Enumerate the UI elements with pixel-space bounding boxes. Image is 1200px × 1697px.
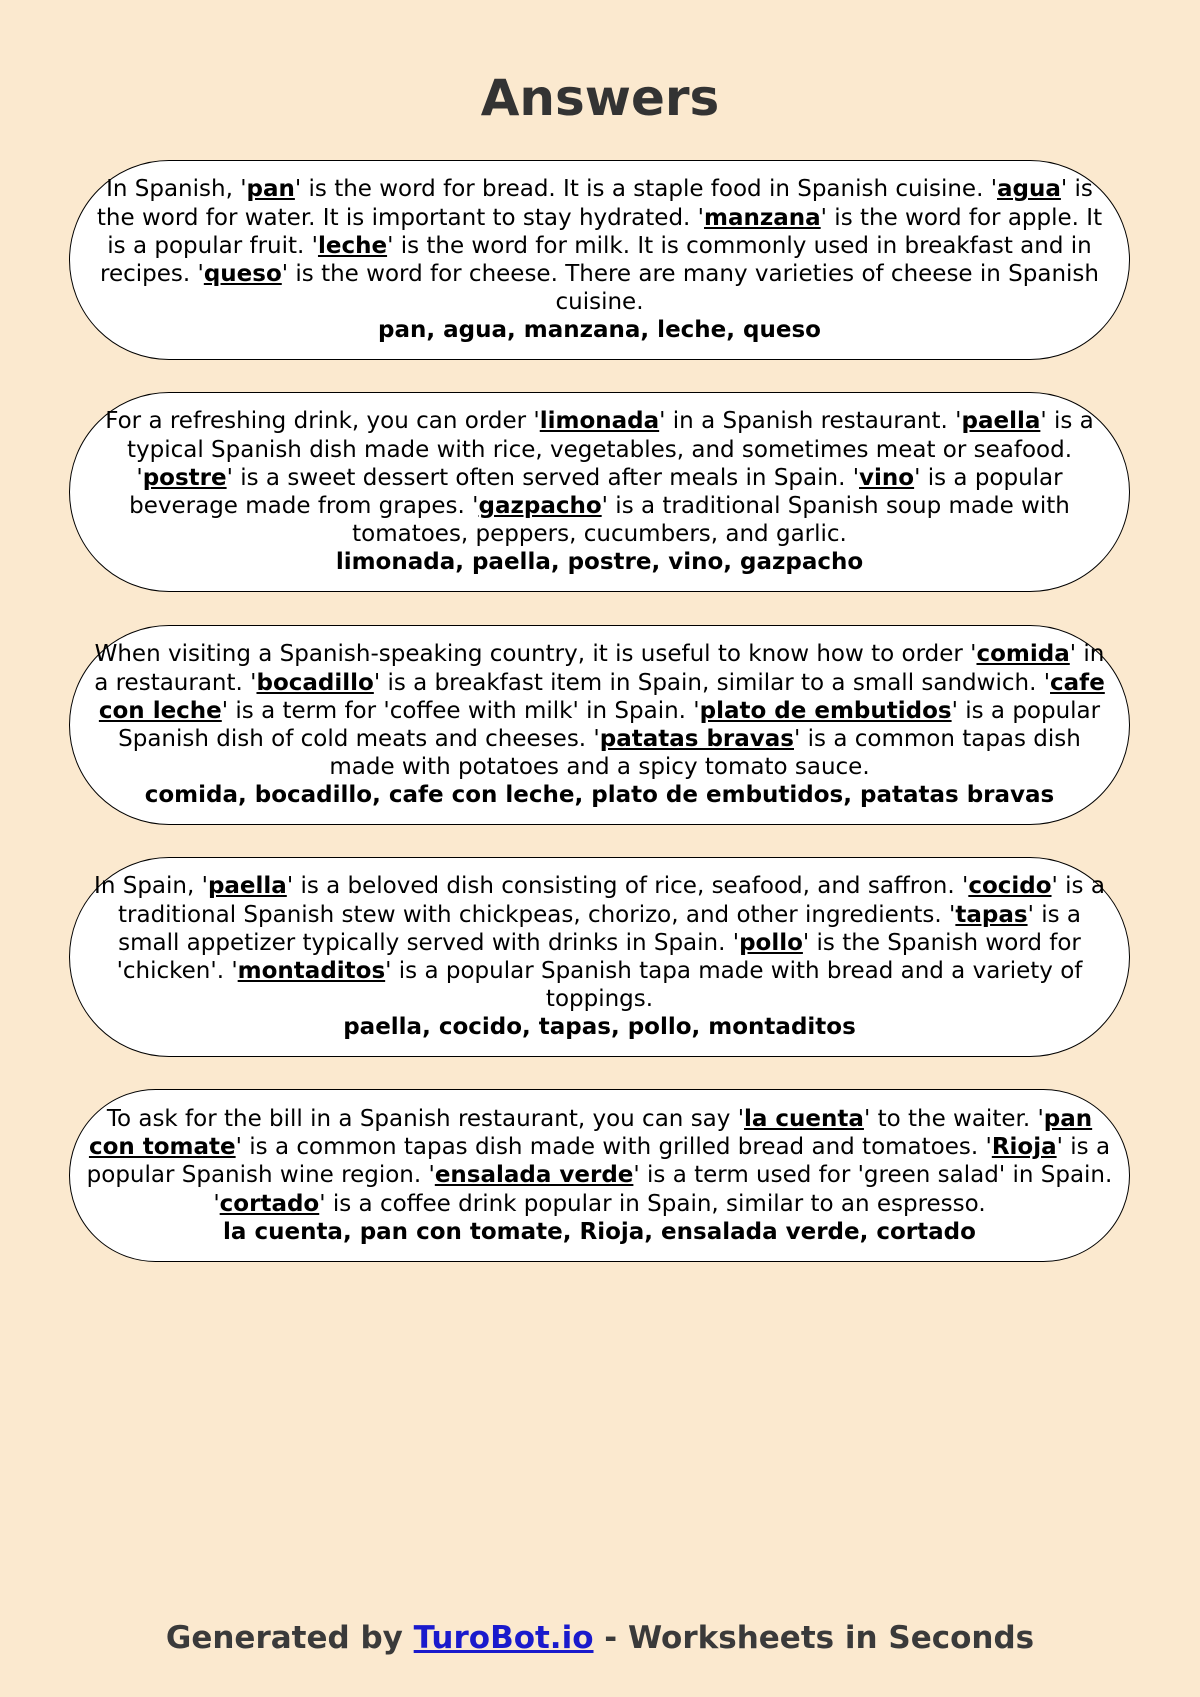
answer-key: comida, bocadillo, cafe con leche, plato de embutidos, patatas bravas bbox=[144, 782, 1055, 809]
answer-card bbox=[69, 1089, 1130, 1262]
passage-fragment: To ask for the bill in a Spanish restaurant, you can say ' bbox=[106, 1105, 745, 1132]
passage-fragment: ' is a beloved dish consisting of rice, seafood, and saffron. ' bbox=[286, 873, 969, 900]
answer-card bbox=[69, 160, 1130, 360]
vocab-word: pan con tomate bbox=[88, 1105, 1093, 1161]
vocab-word: comida bbox=[976, 641, 1070, 668]
vocab-word: cocido bbox=[968, 873, 1052, 900]
passage-fragment: ' is a common tapas dish made with grilled bread and tomatoes. ' bbox=[235, 1134, 992, 1161]
passage-fragment: ' is a popular Spanish wine region. ' bbox=[86, 1134, 1111, 1189]
vocab-word: cortado bbox=[219, 1190, 320, 1217]
passage-fragment: ' is the word for bread. It is a staple food in Spanish cuisine. ' bbox=[294, 176, 998, 203]
vocab-word: la cuenta bbox=[744, 1105, 864, 1132]
passage-text bbox=[86, 872, 1113, 1013]
passage-fragment: ' is a term used for 'green salad' in Spain. ' bbox=[213, 1162, 1113, 1217]
vocab-word: paella bbox=[207, 873, 287, 900]
footer bbox=[0, 1618, 1200, 1658]
passage-fragment: ' is a popular Spanish dish of cold meats and cheeses. ' bbox=[118, 697, 1101, 752]
page-title: Answers bbox=[480, 69, 720, 127]
vocab-word: plato de embutidos bbox=[699, 697, 952, 724]
passage-fragment: When visiting a Spanish-speaking country, it is useful to know how to order ' bbox=[94, 641, 977, 668]
vocab-word: queso bbox=[203, 261, 282, 287]
passage-fragment: ' is a traditional Spanish stew with chickpeas, chorizo, and other ingredients. ' bbox=[118, 873, 1105, 928]
vocab-word: cafe con leche bbox=[98, 669, 1105, 724]
answer-key: pan, agua, manzana, leche, queso bbox=[378, 317, 821, 344]
passage-fragment: ' is the word for milk. It is commonly used in breakfast and in recipes. ' bbox=[100, 232, 1092, 287]
passage-fragment: ' is a sweet dessert often served after meals in Spain. ' bbox=[226, 464, 860, 491]
passage-fragment: ' is the word for water. It is important to stay hydrated. ' bbox=[96, 176, 1093, 231]
vocab-word: ensalada verde bbox=[434, 1162, 634, 1189]
vocab-word: pan bbox=[246, 176, 295, 203]
passage-fragment: ' is a coffee drink popular in Spain, similar to an espresso. bbox=[319, 1190, 986, 1217]
passage-fragment: ' is a traditional Spanish soup made with tomatoes, peppers, cucumbers, and garlic. bbox=[352, 493, 1070, 548]
vocab-word: agua bbox=[997, 176, 1061, 203]
vocab-word: postre bbox=[142, 464, 227, 491]
passage-fragment: ' is a small appetizer typically served with drinks in Spain. ' bbox=[118, 901, 1081, 956]
passage-fragment: ' is a term for 'coffee with milk' in Spain. ' bbox=[221, 697, 700, 724]
vocab-word: patatas bravas bbox=[599, 726, 794, 752]
answer-key: la cuenta, pan con tomate, Rioja, ensalada verde, cortado bbox=[223, 1218, 976, 1245]
passage-fragment: In Spain, ' bbox=[94, 873, 208, 900]
passage-fragment: ' is a breakfast item in Spain, similar to a small sandwich. ' bbox=[373, 669, 1051, 696]
vocab-word: leche bbox=[317, 232, 388, 259]
vocab-word: limonada bbox=[539, 408, 660, 435]
passage-fragment: ' is a common tapas dish made with potatoes and a spicy tomato sauce. bbox=[329, 726, 1081, 781]
passage-fragment: For a refreshing drink, you can order ' bbox=[105, 408, 540, 435]
vocab-word: tapas bbox=[955, 901, 1028, 928]
vocab-word: paella bbox=[961, 408, 1041, 435]
vocab-word: montaditos bbox=[237, 958, 386, 984]
passage-fragment: ' is the word for cheese. There are many varieties of cheese in Spanish cuisine. bbox=[281, 261, 1099, 316]
vocab-word: manzana bbox=[704, 204, 821, 231]
passage-fragment: ' is a typical Spanish dish made with rice, vegetables, and sometimes meat or seafood. ' bbox=[127, 408, 1094, 491]
answer-card bbox=[69, 625, 1130, 825]
passage-fragment: ' is a popular beverage made from grapes. ' bbox=[129, 464, 1063, 519]
passage-fragment: In Spanish, ' bbox=[106, 176, 247, 203]
passage-fragment: ' to the waiter. ' bbox=[863, 1105, 1044, 1132]
vocab-word: bocadillo bbox=[256, 669, 374, 696]
passage-text bbox=[86, 640, 1113, 781]
passage-text bbox=[86, 1105, 1113, 1218]
passage-fragment: ' in a restaurant. ' bbox=[94, 641, 1105, 696]
answer-key: limonada, paella, postre, vino, gazpacho bbox=[335, 549, 864, 576]
vocab-word: vino bbox=[859, 464, 915, 491]
passage-text bbox=[86, 407, 1113, 548]
footer-suffix: - Worksheets in Seconds bbox=[593, 1620, 1035, 1656]
passage-fragment: ' is a popular Spanish tapa made with bread and a variety of toppings. bbox=[385, 958, 1083, 1013]
footer-prefix: Generated by bbox=[165, 1620, 414, 1656]
passage-fragment: ' in a Spanish restaurant. ' bbox=[659, 408, 962, 435]
passage-text bbox=[86, 175, 1113, 316]
vocab-word: pollo bbox=[739, 929, 803, 956]
passage-fragment: ' is the word for apple. It is a popular fruit. ' bbox=[107, 204, 1103, 259]
passage-fragment: ' is the Spanish word for 'chicken'. ' bbox=[116, 929, 1081, 984]
turobot-link[interactable]: TuroBot.io bbox=[413, 1620, 594, 1656]
answer-card bbox=[69, 392, 1130, 592]
vocab-word: gazpacho bbox=[478, 493, 602, 519]
answer-key: paella, cocido, tapas, pollo, montaditos bbox=[343, 1014, 856, 1041]
answer-card bbox=[69, 857, 1130, 1057]
vocab-word: Rioja bbox=[991, 1134, 1057, 1161]
